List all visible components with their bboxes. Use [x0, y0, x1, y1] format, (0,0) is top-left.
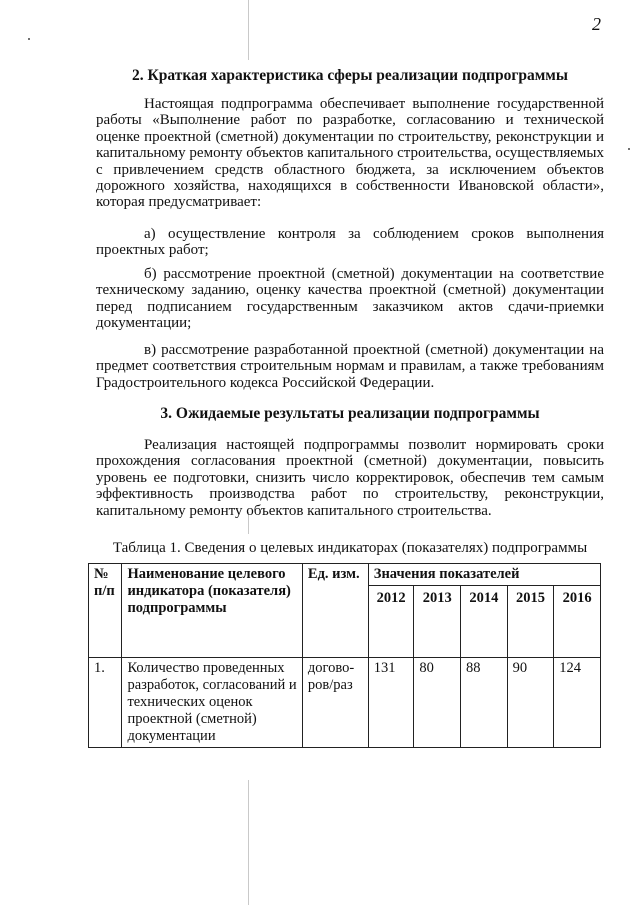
table-header-row [89, 564, 601, 586]
value-cell: 124 [554, 658, 601, 748]
section-2-item-b: б) рассмотрение проектной (сметной) документации на соответствие техническому заданию, оценку качества проектной (сметной) документации перед подписанием государственным заказчиком актов сдачи-приемки документации; [96, 266, 604, 332]
section-2-title: 2. Краткая характеристика сферы реализации подпрограммы [132, 67, 568, 84]
value-cell: 80 [414, 658, 461, 748]
section-2-item-c: в) рассмотрение разработанной проектной (сметной) документации на предмет соответствия строительным нормам и правилам, а также требованиям Градостроительного кодекса Российской Федерации. [96, 342, 604, 391]
page-number: 2 [592, 14, 601, 34]
table-caption: Таблица 1. Сведения о целевых индикаторах (показателях) подпрограммы [112, 540, 588, 556]
table-row [89, 658, 601, 748]
value-cell: 131 [368, 658, 414, 748]
section-3-title: 3. Ожидаемые результаты реализации подпрограммы [160, 405, 540, 422]
year-cell: 2013 [414, 586, 461, 658]
value-cell: 88 [461, 658, 508, 748]
fold-line-bottom [248, 780, 249, 905]
header-values: Значения показателей [368, 564, 600, 586]
row-unit: догово-ров/раз [302, 658, 368, 748]
header-num: № п/п [89, 564, 122, 658]
row-name: Количество проведенных разработок, согласований и технических оценок проектной (сметной) документации [122, 658, 302, 748]
scan-speck [28, 38, 30, 40]
section-2-intro: Настоящая подпрограмма обеспечивает выполнение государственной работы «Выполнение работ по разработке, согласованию и технической оценке проектной (сметной) документации по строительству, реконструкции и капитальному ремонту объектов капитального строительства, осуществляемых с привлечением средств областного бюджета, за исключением объектов дорожного хозяйства, находящихся в собственности Ивановской области», которая предусматривает: [96, 96, 604, 211]
year-cell: 2014 [461, 586, 508, 658]
section-2-item-a: а) осуществление контроля за соблюдением сроков выполнения проектных работ; [96, 226, 604, 259]
year-cell: 2012 [368, 586, 414, 658]
scan-speck [628, 148, 630, 150]
fold-line-top [248, 0, 249, 60]
section-3-text: Реализация настоящей подпрограммы позволит нормировать сроки прохождения согласования проектной (сметной) документации, повысить уровень ее подготовки, снизить число корректировок, обеспечив тем самым эффективность производства работ по строительству, реконструкции, капитальному ремонту объектов капитального строительства. [96, 437, 604, 519]
header-unit: Ед. изм. [302, 564, 368, 658]
value-cell: 90 [507, 658, 554, 748]
year-cell: 2015 [507, 586, 554, 658]
indicators-table [88, 563, 601, 748]
year-cell: 2016 [554, 586, 601, 658]
row-num: 1. [89, 658, 122, 748]
header-name: Наименование целевого индикатора (показателя) подпрограммы [122, 564, 302, 658]
